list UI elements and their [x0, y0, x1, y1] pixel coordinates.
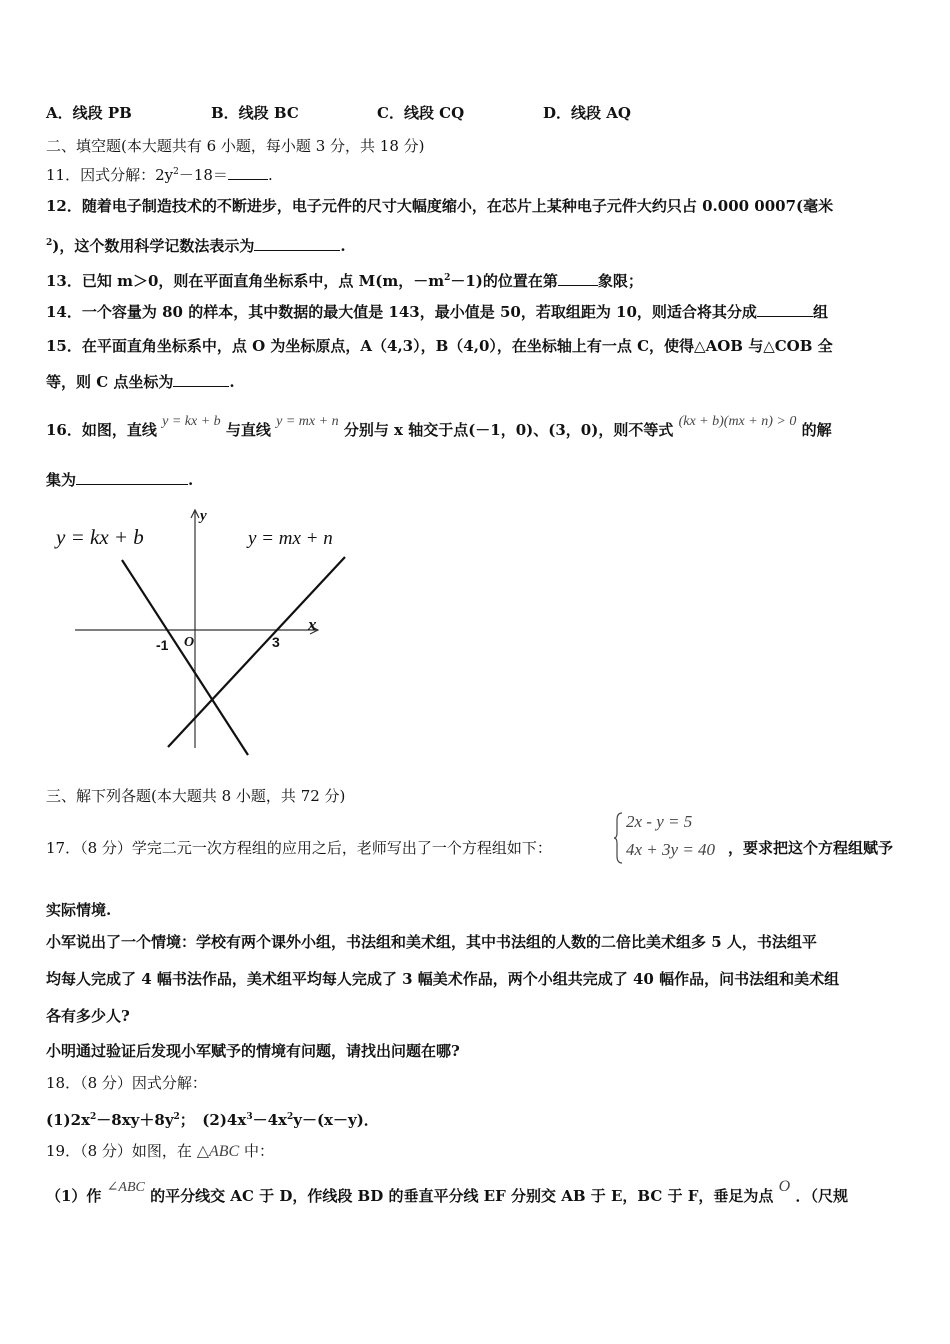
q16-text-line2: 集为	[46, 471, 77, 489]
q16-text-c: 分别与 x 轴交于点(－1，0)、(3，0)，则不等式	[343, 421, 674, 439]
q13-text-a: 13．已知 m＞0，则在平面直角坐标系中，点 M(m，－m	[46, 272, 445, 290]
q18-p2s2: 2	[286, 1112, 294, 1122]
q18-p2s: 3	[246, 1112, 253, 1122]
line-graph-figure	[40, 500, 370, 762]
line-kx-plus-b	[122, 560, 248, 755]
y-axis-label: y	[200, 508, 207, 524]
question-11	[46, 162, 273, 185]
question-16-line1	[46, 414, 832, 442]
q15-text: 等，则 C 点坐标为	[46, 373, 174, 391]
q17-equation-2: 4x + 3y = 40	[626, 840, 716, 859]
question-18-parts	[46, 1107, 379, 1130]
option-a: A．线段 PB	[46, 104, 132, 122]
q11-sup: 2	[173, 167, 179, 177]
question-13	[46, 268, 643, 291]
q12-answer-blank[interactable]	[254, 236, 340, 251]
q15-end: .	[229, 373, 235, 391]
section3-title: 三、解下列各题(本大题共 8 小题，共 72 分)	[46, 787, 346, 805]
q17-equation-1: 2x - y = 5	[626, 812, 693, 831]
q16-text-a: 16．如图，直线	[46, 421, 157, 439]
q13-answer-blank[interactable]	[558, 271, 598, 286]
question-15-line2	[46, 372, 235, 392]
q16-answer-blank[interactable]	[76, 470, 188, 485]
q11-text-b: －18＝	[178, 166, 228, 184]
question-12-line1: 12．随着电子制造技术的不断进步，电子元件的尺寸大幅度缩小，在芯片上某种电子元件大约只占 0.000 0007(毫米	[46, 197, 834, 215]
q16-end: .	[188, 471, 194, 489]
question-17-line2: 实际情境.	[46, 901, 112, 919]
q18-p1c: ； (2)4x	[179, 1111, 247, 1129]
q17-text-a: 17．（8 分）学完二元一次方程组的应用之后，老师写出了一个方程组如下：	[46, 839, 552, 857]
q16-formula-3: (kx + b)(mx + n) > 0	[678, 414, 797, 429]
graph-label-2: y = mx + n	[248, 528, 333, 549]
question-17-line1	[46, 838, 552, 858]
q17-equation-system	[614, 810, 724, 866]
q14-text-b: 组	[812, 303, 828, 321]
q16-text-d: 的解	[801, 421, 832, 439]
q18-p2b: －4x	[252, 1111, 287, 1129]
q18-p1s: 2	[90, 1112, 97, 1122]
section2-title: 二、填空题(本大题共有 6 小题，每小题 3 分，共 18 分)	[46, 137, 425, 155]
q12-end: .	[340, 237, 346, 255]
q16-formula-1: y = kx + b	[162, 414, 221, 429]
q11-text-c: .	[267, 166, 273, 184]
q17-paragraph-3: 各有多少人?	[46, 1007, 130, 1025]
q13-text-b: －1)的位置在第	[450, 272, 558, 290]
q17-paragraph-1: 小军说出了一个情境：学校有两个课外小组，书法组和美术组，其中书法组的人数的二倍比美术组多 5 人，书法组平	[46, 933, 817, 951]
q19-text-d: 的平分线交 AC 于 D，作线段 BD 的垂直平分线 EF 分别交 AB 于 E，BC 于 F，垂足为点	[150, 1187, 774, 1205]
q13-sup: 2	[444, 273, 451, 283]
question-19-part1	[46, 1178, 848, 1208]
q15-answer-blank[interactable]	[173, 372, 229, 387]
question-15-line1: 15．在平面直角坐标系中，点 O 为坐标原点，A（4,3），B（4,0），在坐标轴上有一点 C，使得△AOB 与△COB 全	[46, 337, 833, 355]
q14-answer-blank[interactable]	[757, 302, 813, 317]
question-19-title	[46, 1141, 274, 1162]
q19-triangle: △ABC	[196, 1143, 240, 1160]
q17-paragraph-2: 均每人完成了 4 幅书法作品，美术组平均每人完成了 3 幅美术作品，两个小组共完成了 40 幅作品，问书法组和美术组	[46, 970, 840, 988]
q13-text-c: 象限；	[597, 272, 643, 290]
equation-brace	[614, 812, 624, 864]
question-18-title: 18．（8 分）因式分解：	[46, 1074, 207, 1092]
q17-text-b: ，要求把这个方程组赋予	[728, 839, 894, 857]
q18-p1a: (1)2x	[46, 1111, 91, 1129]
question-14	[46, 302, 828, 322]
graph-label-1: y = kx + b	[56, 525, 144, 549]
q17-paragraph-4: 小明通过验证后发现小军赋予的情境有问题，请找出问题在哪?	[46, 1042, 460, 1060]
q19-text-e: ．（尺规	[795, 1187, 848, 1205]
question-16-line2	[46, 470, 193, 490]
tick-label-neg1: -1	[156, 637, 169, 653]
q16-formula-2: y = mx + n	[276, 414, 339, 429]
q19-text-a: 19．（8 分）如图，在	[46, 1142, 192, 1160]
option-d: D．线段 AQ	[543, 104, 631, 122]
q19-text-b: 中：	[244, 1142, 275, 1160]
q12-text: )，这个数用科学记数法表示为	[52, 237, 255, 255]
q11-answer-blank[interactable]	[228, 165, 268, 180]
option-c: C．线段 CQ	[377, 104, 465, 122]
q19-angle: ∠ABC	[106, 1180, 145, 1195]
question-12-line2	[46, 233, 346, 256]
option-b: B．线段 BC	[211, 104, 299, 122]
q19-point-o: O	[778, 1178, 791, 1195]
q16-text-b: 与直线	[225, 421, 271, 439]
q19-text-c: （1）作	[46, 1187, 102, 1205]
q18-p1s2: 2	[173, 1112, 180, 1122]
q18-p1b: －8xy＋8y	[96, 1111, 174, 1129]
q11-text-a: 11．因式分解：2y	[46, 166, 174, 184]
x-axis-label: x	[308, 615, 317, 634]
origin-label: O	[184, 635, 195, 650]
tick-label-3: 3	[272, 634, 280, 650]
q14-text-a: 14．一个容量为 80 的样本，其中数据的最大值是 143，最小值是 50，若取组距为 10，则适合将其分成	[46, 303, 757, 321]
q18-p2c: y－(x－y)．	[293, 1111, 379, 1129]
q12-sup: 2	[46, 238, 53, 248]
